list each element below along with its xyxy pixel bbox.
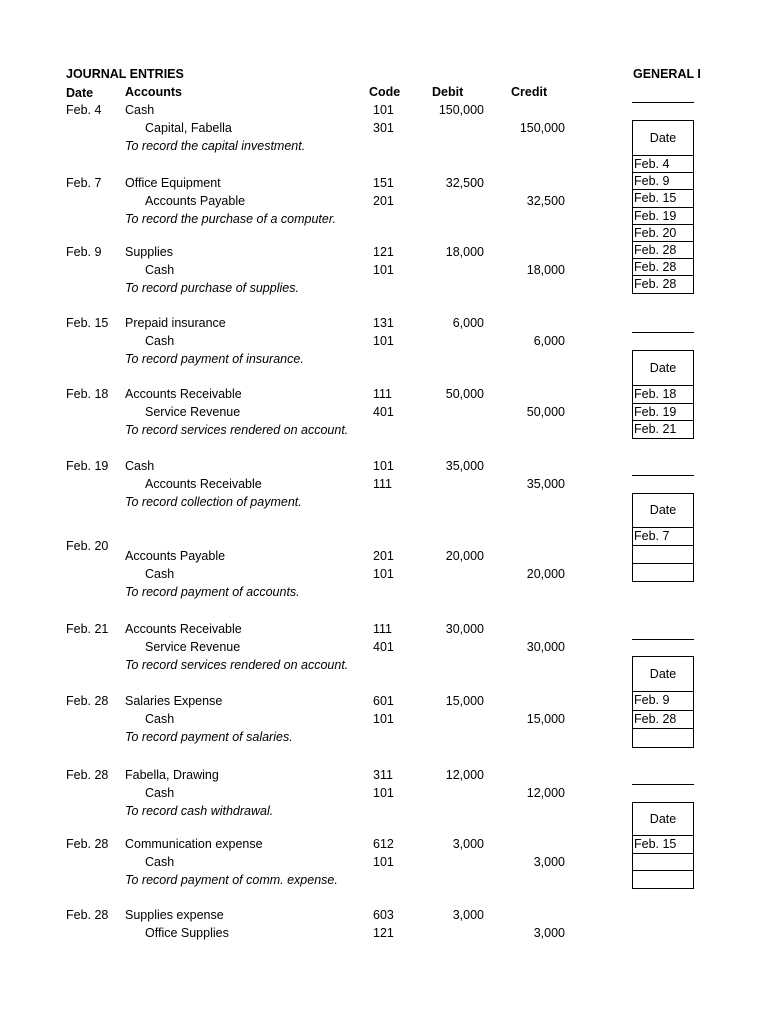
general-ledger-title: GENERAL I [633,67,701,81]
ledger-row: Feb. 7 [632,528,694,546]
ledger-top-rule [632,639,694,640]
credit-amount: 12,000 [526,786,565,800]
account-code: 111 [373,622,393,636]
ledger-top-rule [632,784,694,785]
entry-date: Feb. 28 [66,694,109,708]
debit-account: Accounts Receivable [125,622,242,636]
entry-date: Feb. 28 [66,908,109,922]
ledger-top-rule [632,102,694,103]
credit-amount: 3,000 [533,855,565,869]
entry-date: Feb. 28 [66,768,109,782]
credit-account: Service Revenue [145,405,241,419]
entry-date: Feb. 15 [66,316,109,330]
debit-account: Supplies [125,245,173,259]
ledger-date-header: Date [632,120,694,156]
entry-memo: To record collection of payment. [125,495,302,509]
page-title: JOURNAL ENTRIES [66,67,184,81]
debit-amount: 20,000 [445,549,484,563]
credit-amount: 6,000 [533,334,565,348]
debit-amount: 3,000 [452,837,484,851]
ledger-row: Feb. 21 [632,421,694,439]
ledger-row [632,871,694,889]
ledger-row [632,729,694,748]
debit-account: Cash [125,459,155,473]
header-date: Date [66,86,94,100]
account-code: 101 [373,459,394,473]
debit-account: Office Equipment [125,176,221,190]
credit-amount: 3,000 [533,926,565,940]
account-code: 612 [373,837,394,851]
ledger-row: Feb. 15 [632,190,694,207]
entry-memo: To record payment of insurance. [125,352,304,366]
ledger-row: Feb. 28 [632,242,694,259]
entry-date: Feb. 9 [66,245,102,259]
credit-account: Cash [145,855,175,869]
entry-date: Feb. 19 [66,459,109,473]
credit-amount: 35,000 [526,477,565,491]
credit-account: Accounts Payable [145,194,246,208]
account-code: 201 [373,549,394,563]
account-code: 603 [373,908,394,922]
credit-account: Cash [145,263,175,277]
entry-memo: To record services rendered on account. [125,423,349,437]
credit-amount: 50,000 [526,405,565,419]
account-code: 101 [373,567,394,581]
debit-amount: 3,000 [452,908,484,922]
debit-amount: 32,500 [445,176,484,190]
debit-account: Accounts Receivable [125,387,242,401]
ledger-top-rule [632,475,694,476]
debit-amount: 30,000 [445,622,484,636]
ledger-date-header: Date [632,656,694,692]
entry-memo: To record purchase of supplies. [125,281,299,295]
credit-account: Capital, Fabella [145,121,232,135]
ledger-row [632,546,694,564]
debit-account: Prepaid insurance [125,316,226,330]
entry-date: Feb. 28 [66,837,109,851]
header-code: Code [369,85,401,99]
account-code: 131 [373,316,394,330]
entry-date: Feb. 21 [66,622,109,636]
credit-amount: 18,000 [526,263,565,277]
header-accounts: Accounts [125,85,182,99]
entry-memo: To record the capital investment. [125,139,306,153]
ledger-row: Feb. 19 [632,404,694,422]
account-code: 101 [373,855,394,869]
ledger-row: Feb. 15 [632,836,694,854]
entry-memo: To record payment of comm. expense. [125,873,338,887]
debit-amount: 6,000 [452,316,484,330]
entry-memo: To record services rendered on account. [125,658,349,672]
ledger-row [632,854,694,872]
credit-amount: 20,000 [526,567,565,581]
account-code: 101 [373,103,394,117]
debit-account: Accounts Payable [125,549,226,563]
debit-amount: 35,000 [445,459,484,473]
account-code: 301 [373,121,394,135]
credit-account: Cash [145,786,175,800]
account-code: 121 [373,926,394,940]
ledger-row [632,564,694,582]
ledger-row: Feb. 4 [632,156,694,173]
credit-amount: 32,500 [526,194,565,208]
entry-memo: To record the purchase of a computer. [125,212,336,226]
account-code: 311 [373,768,393,782]
ledger-row: Feb. 19 [632,208,694,225]
account-code: 101 [373,712,394,726]
ledger-top-rule [632,332,694,333]
ledger-row: Feb. 28 [632,276,694,293]
account-code: 101 [373,263,394,277]
ledger-date-header: Date [632,350,694,386]
account-code: 101 [373,334,394,348]
debit-amount: 15,000 [445,694,484,708]
credit-account: Accounts Receivable [145,477,262,491]
account-code: 111 [373,477,393,491]
account-code: 111 [373,387,393,401]
entry-date: Feb. 4 [66,103,102,117]
credit-account: Office Supplies [145,926,229,940]
account-code: 401 [373,405,394,419]
ledger-row: Feb. 18 [632,386,694,404]
debit-amount: 150,000 [438,103,484,117]
account-code: 601 [373,694,394,708]
account-code: 201 [373,194,394,208]
account-code: 151 [373,176,394,190]
credit-amount: 30,000 [526,640,565,654]
debit-account: Cash [125,103,155,117]
ledger-date-header: Date [632,493,694,528]
entry-memo: To record payment of accounts. [125,585,300,599]
entry-memo: To record payment of salaries. [125,730,293,744]
credit-amount: 150,000 [519,121,565,135]
ledger-row: Feb. 9 [632,692,694,711]
ledger-row: Feb. 9 [632,173,694,190]
debit-account: Salaries Expense [125,694,223,708]
debit-account: Communication expense [125,837,263,851]
credit-amount: 15,000 [526,712,565,726]
debit-amount: 18,000 [445,245,484,259]
account-code: 121 [373,245,394,259]
credit-account: Service Revenue [145,640,241,654]
ledger-row: Feb. 28 [632,711,694,730]
debit-account: Supplies expense [125,908,224,922]
ledger-row: Feb. 28 [632,259,694,276]
entry-date: Feb. 20 [66,539,109,553]
debit-amount: 50,000 [445,387,484,401]
entry-memo: To record cash withdrawal. [125,804,274,818]
header-credit: Credit [511,85,548,99]
debit-amount: 12,000 [445,768,484,782]
debit-account: Fabella, Drawing [125,768,219,782]
account-code: 101 [373,786,394,800]
entry-date: Feb. 18 [66,387,109,401]
credit-account: Cash [145,567,175,581]
entry-date: Feb. 7 [66,176,102,190]
credit-account: Cash [145,712,175,726]
credit-account: Cash [145,334,175,348]
header-debit: Debit [432,85,464,99]
ledger-row: Feb. 20 [632,225,694,242]
account-code: 401 [373,640,394,654]
ledger-date-header: Date [632,802,694,836]
